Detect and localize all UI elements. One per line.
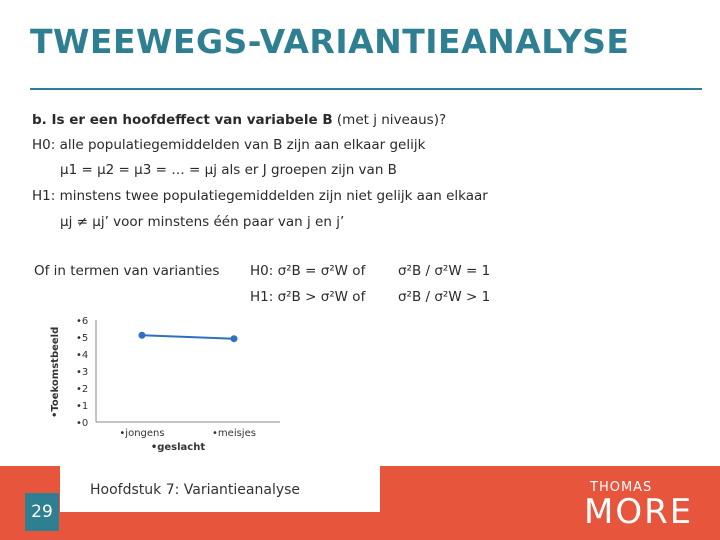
x-tick-label: •jongens <box>119 428 165 439</box>
footer-chapter-text: Hoofdstuk 7: Variantieanalyse <box>90 482 301 498</box>
x-tick-label: •meisjes <box>212 428 256 439</box>
question-bold: b. Is er een hoofdeffect van variabele B <box>32 112 333 128</box>
h1-text: H1: minstens twee populatiegemiddelden zijn niet gelijk aan elkaar <box>32 188 488 204</box>
variance-h0-ratio: σ²B / σ²W = 1 <box>398 263 491 279</box>
y-tick-label: •5 <box>76 333 89 344</box>
h1-formula: μj ≠ μj’ voor minstens één paar van j en j’ <box>60 214 345 230</box>
y-tick-label: •6 <box>76 316 89 327</box>
series-line <box>142 335 234 338</box>
y-tick-label: •3 <box>76 367 89 378</box>
y-tick-label: •1 <box>76 401 89 412</box>
y-tick-label: •0 <box>76 418 89 429</box>
logo-more: MORE <box>584 492 694 532</box>
variance-h1: H1: σ²B > σ²W of <box>250 289 366 305</box>
question-heading <box>32 112 446 128</box>
y-tick-label: •4 <box>76 350 89 361</box>
data-point <box>231 335 238 342</box>
page-number: 29 <box>25 493 59 531</box>
y-axis-label: •Toekomstbeeld <box>50 326 61 418</box>
x-axis-label: •geslacht <box>150 442 206 453</box>
variance-h0: H0: σ²B = σ²W of <box>250 263 366 279</box>
h0-text: H0: alle populatiegemiddelden van B zijn aan elkaar gelijk <box>32 137 426 153</box>
variance-h1-ratio: σ²B / σ²W > 1 <box>398 289 491 305</box>
logo-thomas: THOMAS <box>590 480 653 495</box>
h0-formula: μ1 = μ2 = μ3 = … = μj als er J groepen zijn van B <box>60 162 397 178</box>
title-divider <box>30 88 702 90</box>
slide-title: TWEEWEGS-VARIANTIEANALYSE <box>30 22 630 61</box>
line-chart <box>48 310 288 460</box>
data-point <box>139 332 146 339</box>
y-tick-label: •2 <box>76 384 89 395</box>
variance-intro: Of in termen van varianties <box>34 263 220 279</box>
question-rest: (met j niveaus)? <box>336 112 447 128</box>
